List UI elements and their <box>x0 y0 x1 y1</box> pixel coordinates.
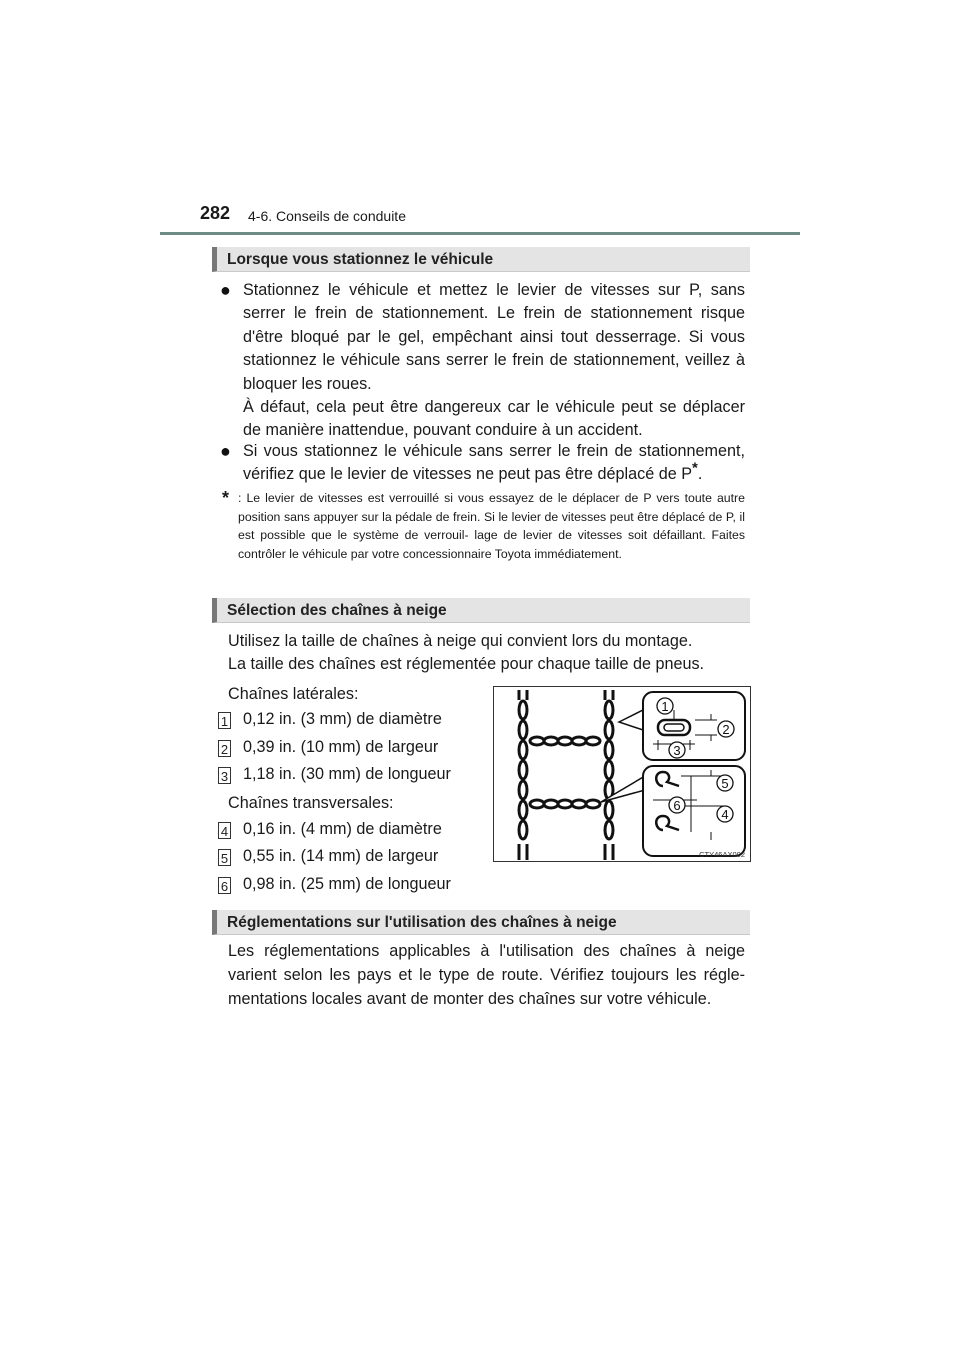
figure-code: CTY46AX002 <box>699 850 745 859</box>
parking-heading: Lorsque vous stationnez le véhicule <box>227 251 494 268</box>
bullet-icon: ● <box>220 441 231 461</box>
callout-5: 5 <box>721 776 729 791</box>
regulations-text: Les réglementations applicables à l'utilisation des chaînes à neige varient selon les pays et le type de route. Vérifiez toujours les régle- mentations locales avant de monter des chaînes sur votre véhicule. <box>228 942 745 1008</box>
chains-heading: Sélection des chaînes à neige <box>227 602 447 619</box>
callout-3: 3 <box>673 743 681 758</box>
callout-4: 4 <box>721 807 729 822</box>
chains-heading-bar <box>212 598 750 623</box>
parking-bullet-2: Si vous stationnez le véhicule sans serrer le frein de stationnement, vérifiez que le levier de vitesses ne peut pas être déplacé de P*. <box>243 442 745 484</box>
section-title: 4-6. Conseils de conduite <box>248 208 406 224</box>
page-number: 282 <box>200 203 231 223</box>
snow-chain-diagram <box>493 686 751 862</box>
callout-1: 1 <box>661 699 669 714</box>
spec-text: 0,55 in. (14 mm) de largeur <box>243 847 439 865</box>
asterisk-mark: * <box>692 460 698 478</box>
parking-bullet-1-warning: À défaut, cela peut être dangereux car le véhicule peut se déplacer de manière inattendue, pouvant conduire à un accident. <box>243 398 745 440</box>
spec-text: 1,18 in. (30 mm) de longueur <box>243 765 451 783</box>
parking-bullet-2-text: Si vous stationnez le véhicule sans serrer le frein de stationnement, vérifiez que le levier de vitesses ne peut pas être déplacé de P <box>243 442 745 484</box>
regulations-heading: Réglementations sur l'utilisation des chaînes à neige <box>227 914 617 931</box>
chains-intro-2: La taille des chaînes est réglementée pour chaque taille de pneus. <box>228 655 705 673</box>
callout-number: 2 <box>218 740 231 757</box>
spec-text: 0,16 in. (4 mm) de diamètre <box>243 820 442 838</box>
callout-number: 6 <box>218 877 231 894</box>
footnote-asterisk: * <box>222 488 230 508</box>
spec-text: 0,98 in. (25 mm) de longueur <box>243 875 451 893</box>
regulations-heading-bar <box>212 910 750 935</box>
parking-bullet-1 <box>243 279 745 443</box>
callout-6: 6 <box>673 798 681 813</box>
footnote-colon: : <box>238 491 242 505</box>
header-divider <box>160 232 800 235</box>
bullet-icon: ● <box>220 280 231 300</box>
callout-number: 1 <box>218 712 231 729</box>
footnote <box>238 489 745 563</box>
callout-number: 3 <box>218 767 231 784</box>
parking-bullet-1-text: Stationnez le véhicule et mettez le levier de vitesses sur P, sans serrer le frein de stationnement. Le frein de stationnement risque d'être bloqué par le gel, empêchant ainsi tout desserrage. Si vous stationnez le véhicule sans serrer le frein de stationnement, veillez à bloquer les roues. <box>243 281 745 393</box>
side-chains-label: Chaînes latérales: <box>228 685 359 703</box>
parking-heading-bar <box>212 247 750 272</box>
footnote-text: Le levier de vitesses est verrouillé si vous essayez de le déplacer de P vers toute autre position sans appuyer sur la pédale de frein. Si le levier de vitesses peut être déplacé de P, il est possible que le système de verrouil- lage de levier de vitesses soit défaillant. Faites contrôler le véhicule par votre concessionnaire Toyota immédiatement. <box>238 491 745 561</box>
callout-number: 4 <box>218 822 231 839</box>
spec-text: 0,39 in. (10 mm) de largeur <box>243 738 439 756</box>
spec-text: 0,12 in. (3 mm) de diamètre <box>243 710 442 728</box>
cross-chains-label: Chaînes transversales: <box>228 794 394 812</box>
callout-number: 5 <box>218 849 231 866</box>
callout-2: 2 <box>722 722 730 737</box>
chains-intro-1: Utilisez la taille de chaînes à neige qui convient lors du montage. <box>228 632 693 650</box>
